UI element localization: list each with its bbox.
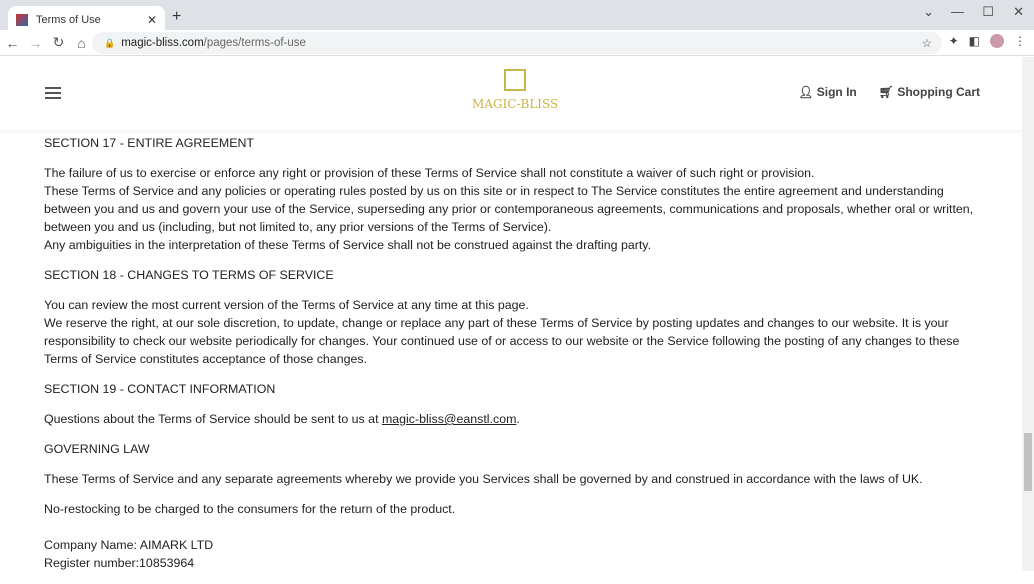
address-bar[interactable] (92, 32, 942, 54)
paragraph: We reserve the right, at our sole discretion, to update, change or replace any part of these Terms of Service by posting updates and changes to our website. It is your responsibility to check our website periodically for changes. Your continued use of or access to our website or the Service following the posting of any changes to these Terms of Service constitutes acceptance of those changes. (44, 316, 960, 366)
hamburger-menu-icon[interactable] (45, 87, 61, 102)
user-icon: 👤︎ (798, 85, 814, 99)
logo-text: MAGIC-BLISS (472, 97, 559, 111)
back-icon[interactable]: ← (5, 34, 20, 51)
company-name: Company Name: AIMARK LTD (44, 538, 214, 552)
minimize-icon[interactable]: — (951, 4, 964, 19)
forward-icon[interactable]: → (28, 34, 43, 51)
shopping-cart-link[interactable] (879, 85, 980, 99)
paragraph: These Terms of Service and any separate agreements whereby we provide you Services shall be governed by and construed in accordance with the laws of UK. (44, 472, 923, 486)
tab-title: Terms of Use (36, 14, 101, 26)
tab-search-icon[interactable]: ⌄ (923, 4, 934, 19)
paragraph: The failure of us to exercise or enforce any right or provision of these Terms of Service shall not constitute a waiver of such right or provision. (44, 166, 815, 180)
home-icon[interactable]: ⌂ (77, 34, 86, 51)
menu-icon[interactable]: ⋮ (1014, 34, 1026, 48)
profile-avatar[interactable] (990, 34, 1004, 48)
section-heading: SECTION 18 - CHANGES TO TERMS OF SERVICE (44, 268, 334, 282)
punct: . (516, 412, 520, 426)
terms-content (44, 130, 979, 584)
email-link[interactable]: magic-bliss@eanstl.com (381, 412, 517, 426)
cart-label: Shopping Cart (897, 85, 980, 99)
site-header (0, 57, 1022, 130)
url-domain: magic-bliss.com (121, 37, 204, 49)
paragraph: No-restocking to be charged to the consumers for the return of the product. (44, 502, 456, 516)
scrollbar-thumb[interactable] (1024, 433, 1032, 491)
favicon-icon (16, 14, 28, 26)
new-tab-icon[interactable]: + (172, 8, 182, 25)
sign-in-link[interactable] (798, 85, 857, 99)
reload-icon[interactable]: ↻ (52, 34, 65, 50)
section-heading: GOVERNING LAW (44, 442, 150, 456)
cart-icon: 🛒︎ (878, 85, 894, 99)
site-logo[interactable] (472, 69, 558, 111)
bookmark-star-icon[interactable]: ☆ (921, 38, 932, 50)
maximize-icon[interactable]: ☐ (982, 4, 994, 19)
toolbar (0, 30, 1034, 56)
scrollbar[interactable] (1022, 57, 1034, 571)
cube-icon (504, 69, 526, 91)
section-heading: SECTION 19 - CONTACT INFORMATION (44, 382, 276, 396)
close-tab-icon[interactable]: ✕ (146, 13, 157, 27)
close-window-icon[interactable]: ✕ (1013, 4, 1024, 19)
section-heading: SECTION 17 - ENTIRE AGREEMENT (44, 136, 254, 150)
sign-in-label: Sign In (816, 85, 857, 99)
extensions-icon[interactable]: ✦ (948, 34, 959, 48)
paragraph: These Terms of Service and any policies or operating rules posted by us on this site or in respect to The Service constitutes the entire agreement and understanding between you and us and govern your use of the Service, superseding any prior or contemporaneous agreements, communications and proposals, whether oral or written, between you and us (including, but not limited to, any prior versions of the Terms of Service). (44, 184, 974, 234)
paragraph: Any ambiguities in the interpretation of these Terms of Service shall not be construed against the drafting party. (44, 238, 652, 252)
lock-icon: 🔒 (104, 37, 116, 48)
side-panel-icon[interactable]: ◧ (968, 34, 980, 48)
paragraph: Questions about the Terms of Service should be sent to us at (44, 412, 382, 426)
url-path: /pages/terms-of-use (203, 37, 306, 49)
tab-bar (0, 0, 1034, 34)
register-number: Register number:10853964 (44, 556, 195, 570)
paragraph: You can review the most current version of the Terms of Service at any time at this page. (44, 298, 529, 312)
